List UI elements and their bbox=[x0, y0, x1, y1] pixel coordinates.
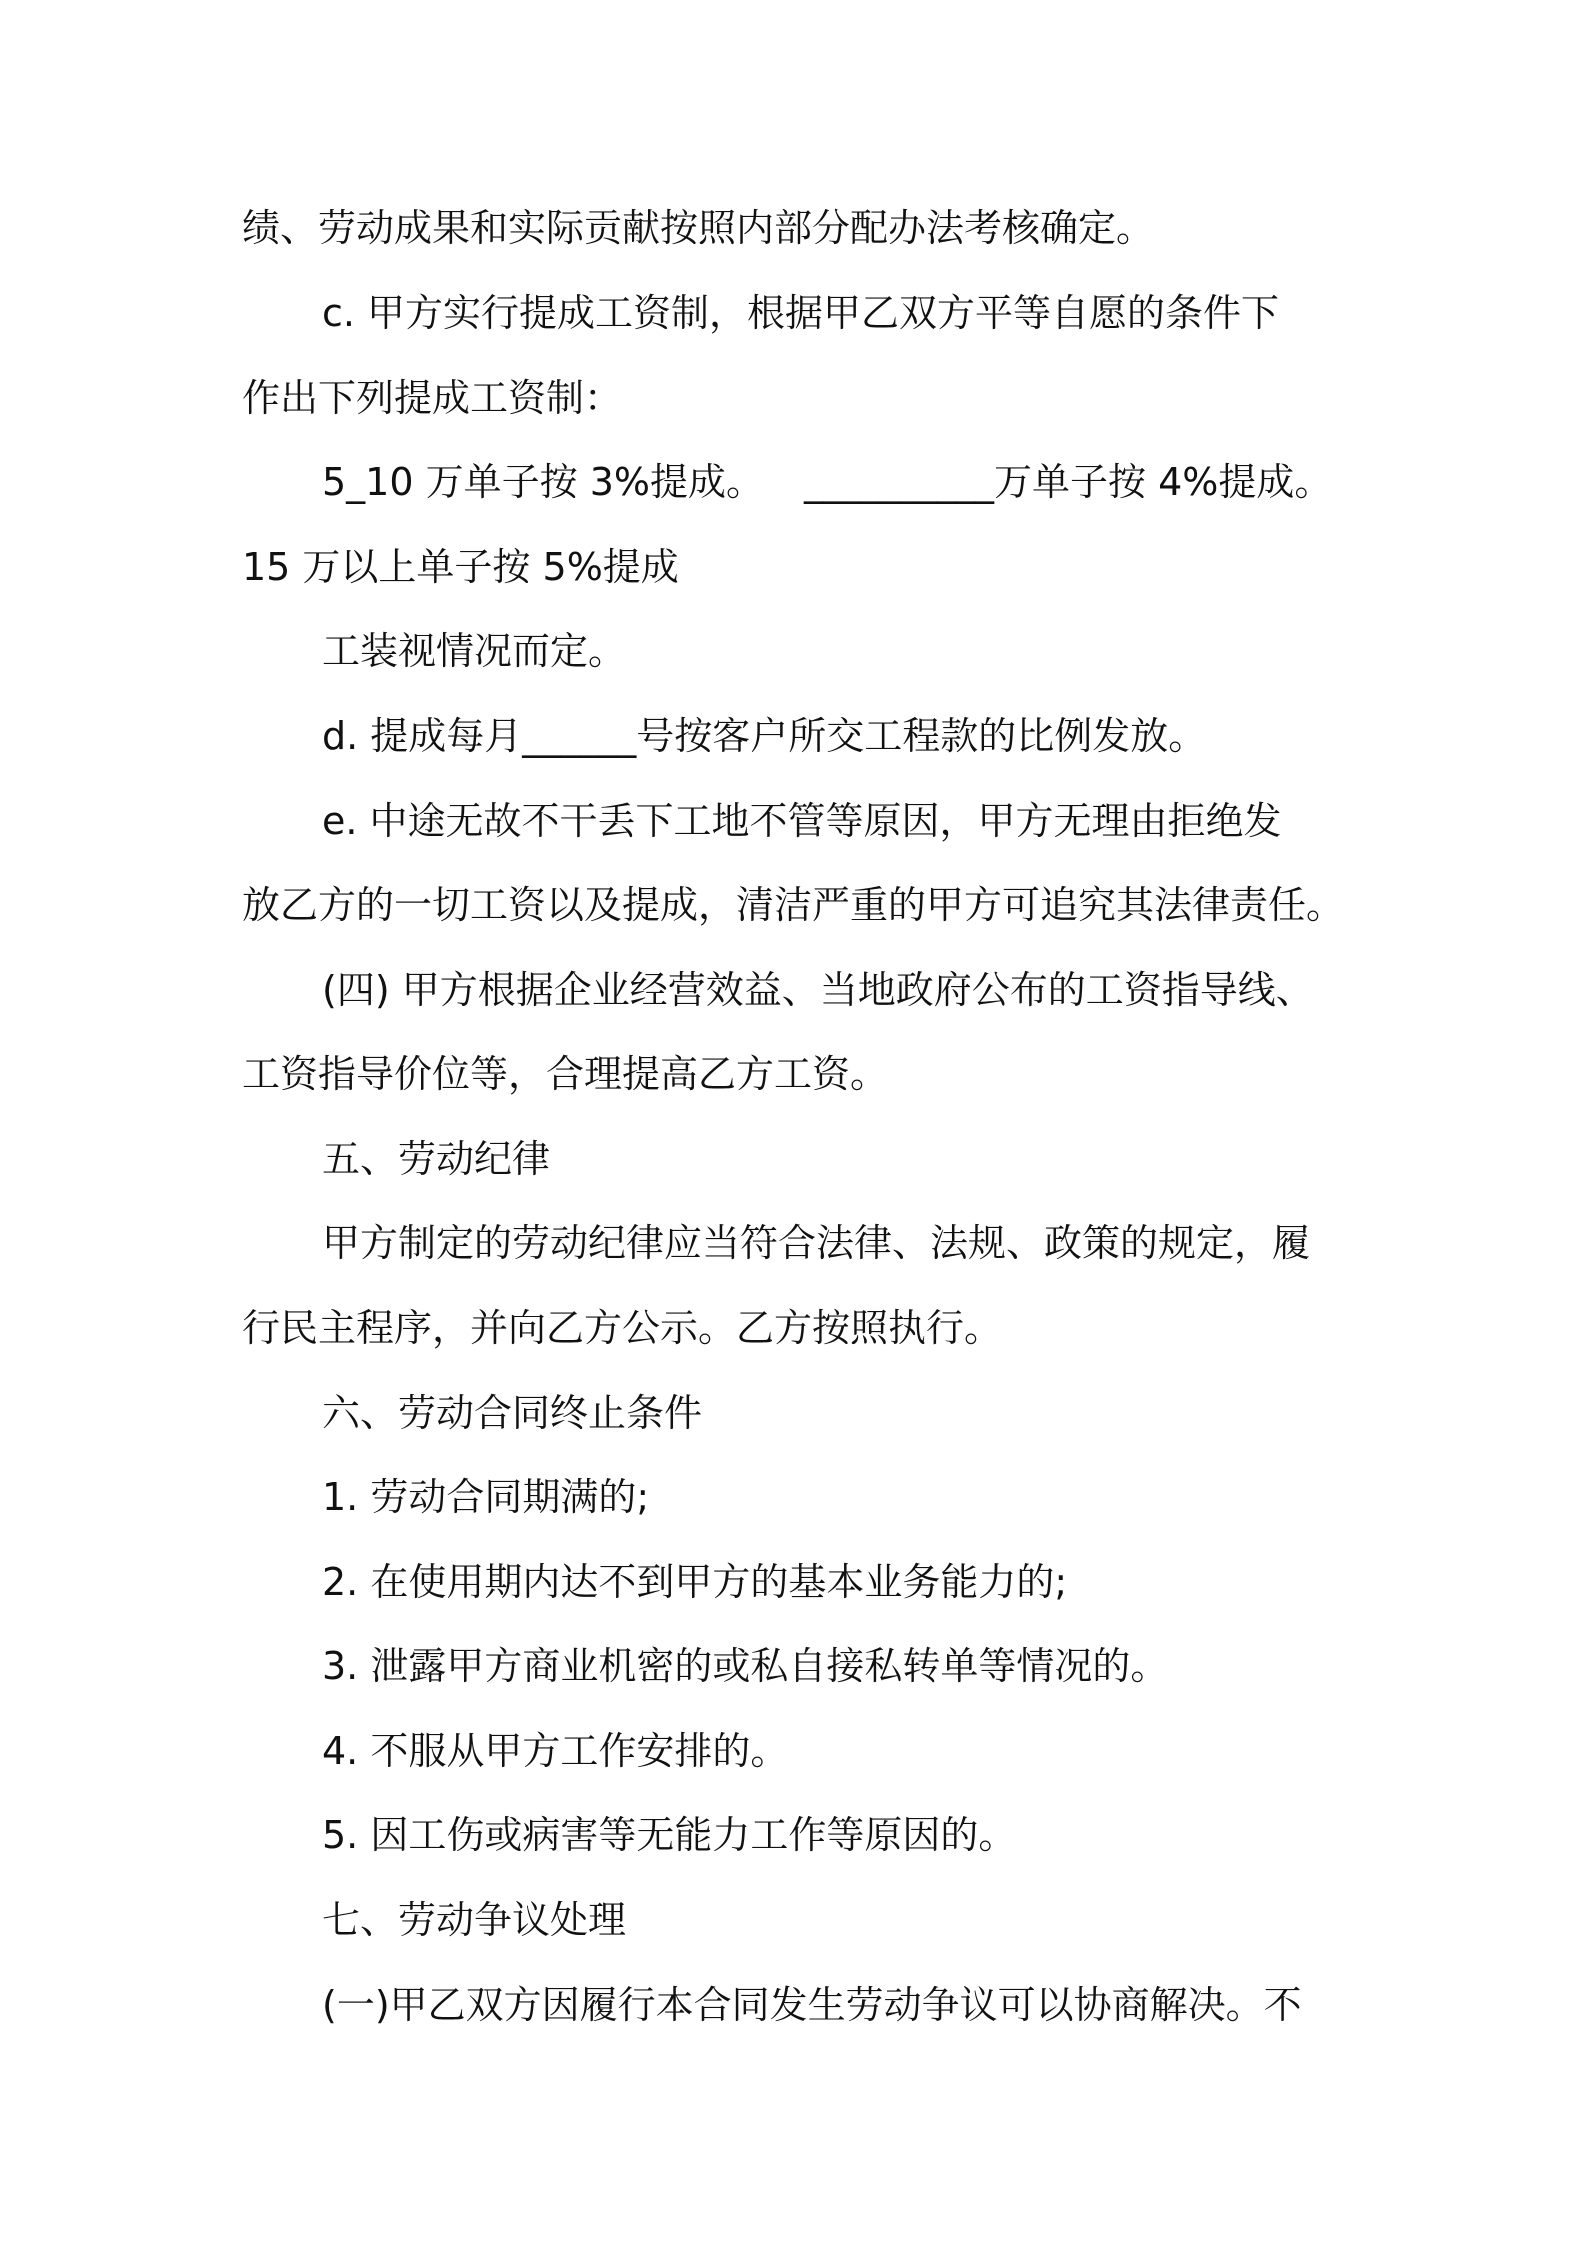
commission-tier-1: 5_10 万单子按 3%提成。 bbox=[322, 460, 764, 504]
text-line: c. 甲方实行提成工资制，根据甲乙双方平等自愿的条件下 bbox=[322, 291, 1280, 335]
list-item: 4. 不服从甲方工作安排的。 bbox=[322, 1729, 789, 1773]
list-item: 5. 因工伤或病害等无能力工作等原因的。 bbox=[322, 1813, 1017, 1857]
text-line: (四) 甲方根据企业经营效益、当地政府公布的工资指导线、 bbox=[322, 968, 1314, 1012]
text-line: 绩、劳动成果和实际贡献按照内部分配办法考核确定。 bbox=[242, 206, 1155, 250]
text-line: 工资指导价位等，合理提高乙方工资。 bbox=[242, 1052, 889, 1096]
text-line: d. 提成每月______号按客户所交工程款的比例发放。 bbox=[322, 714, 1207, 758]
section-heading: 五、劳动纪律 bbox=[322, 1137, 551, 1181]
text-line: 放乙方的一切工资以及提成，清洁严重的甲方可追究其法律责任。 bbox=[242, 883, 1345, 927]
section-heading: 七、劳动争议处理 bbox=[322, 1898, 627, 1942]
text-line: 甲方制定的劳动纪律应当符合法律、法规、政策的规定，履 bbox=[322, 1221, 1311, 1265]
text-line: (一)甲乙双方因履行本合同发生劳动争议可以协商解决。不 bbox=[322, 1983, 1302, 2027]
text-line bbox=[322, 457, 1332, 507]
list-item: 3. 泄露甲方商业机密的或私自接私转单等情况的。 bbox=[322, 1644, 1169, 1688]
list-item: 1. 劳动合同期满的; bbox=[322, 1475, 650, 1519]
text-line: 工装视情况而定。 bbox=[322, 629, 627, 673]
text-line: 15 万以上单子按 5%提成 bbox=[242, 545, 679, 589]
text-line: 作出下列提成工资制： bbox=[242, 376, 623, 420]
text-line: e. 中途无故不干丢下工地不管等原因，甲方无理由拒绝发 bbox=[322, 799, 1282, 843]
commission-tier-2: __________万单子按 4%提成。 bbox=[803, 460, 1333, 504]
section-heading: 六、劳动合同终止条件 bbox=[322, 1391, 703, 1435]
list-item: 2. 在使用期内达不到甲方的基本业务能力的; bbox=[322, 1560, 1068, 1604]
text-line: 行民主程序，并向乙方公示。乙方按照执行。 bbox=[242, 1306, 1003, 1350]
